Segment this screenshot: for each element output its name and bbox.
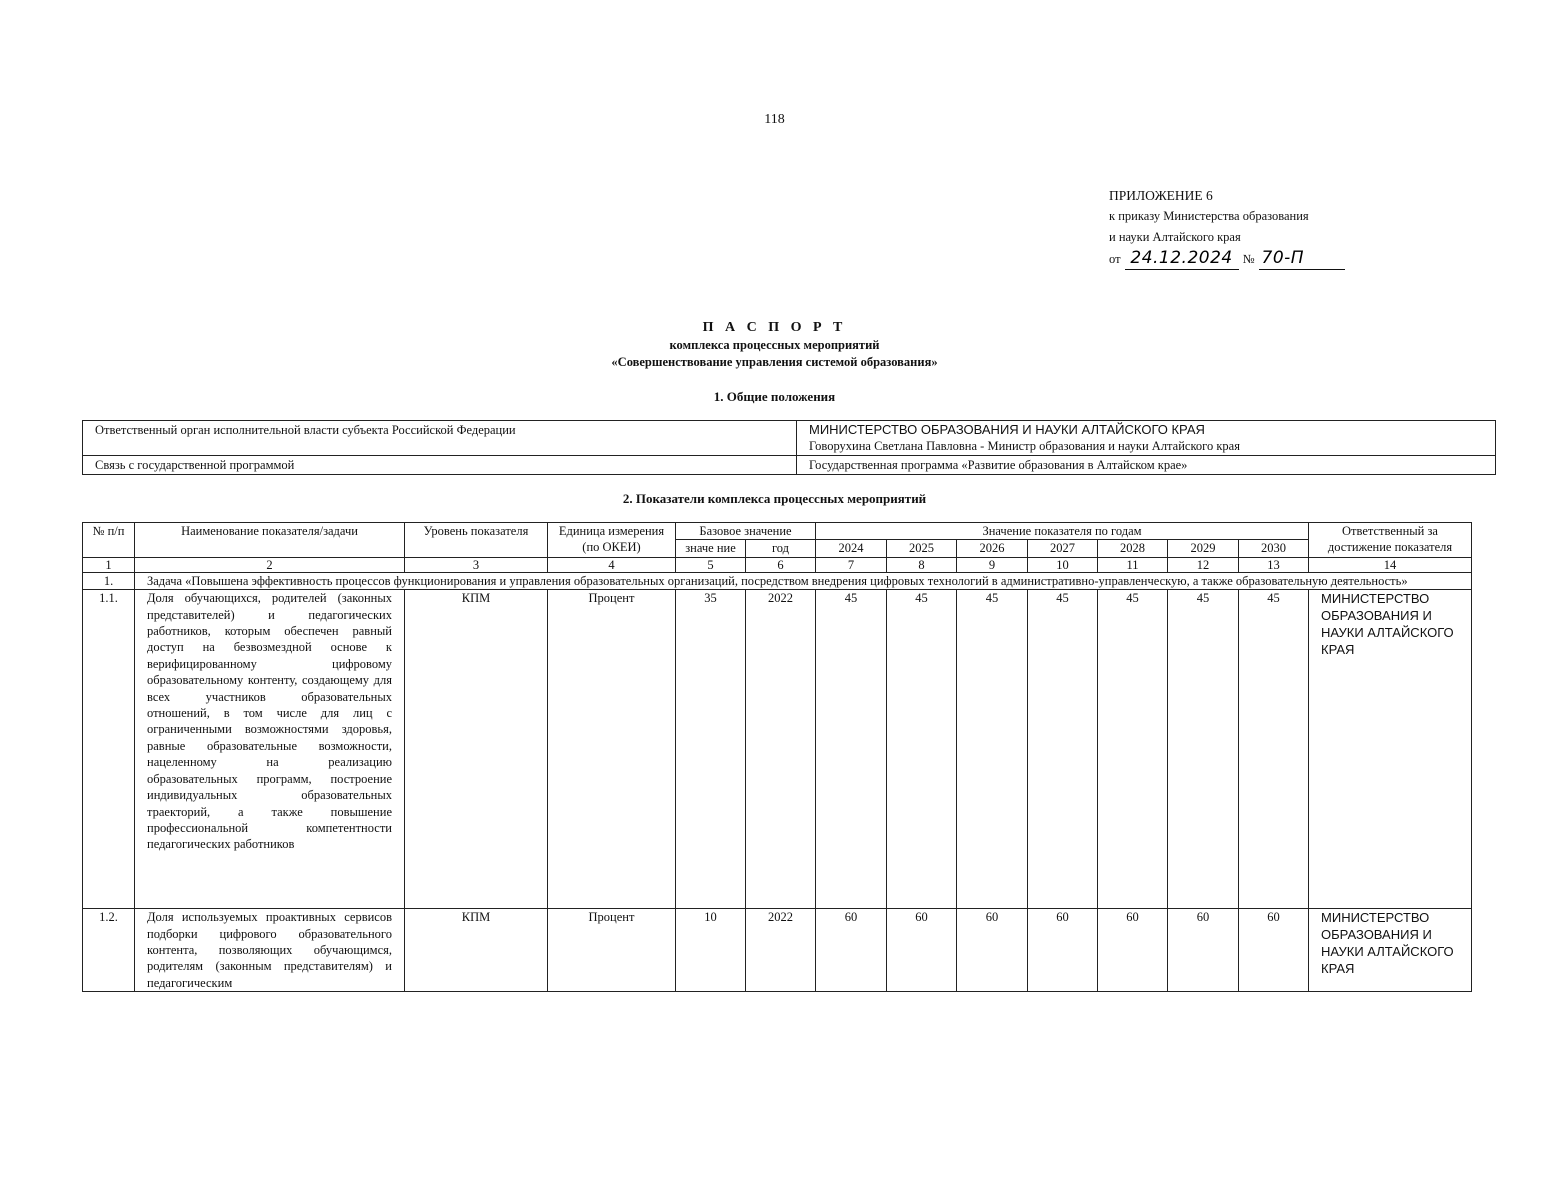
general-provisions-table (82, 420, 1496, 475)
year-value: 60 (1168, 909, 1239, 992)
responsible-cell: МИНИСТЕРСТВО ОБРАЗОВАНИЯ И НАУКИ АЛТАЙСКОГО КРАЯ (1309, 590, 1472, 909)
appendix-block (1109, 185, 1345, 270)
responsible-body: МИНИСТЕРСТВО ОБРАЗОВАНИЯ И НАУКИ АЛТАЙСКОГО КРАЯ (809, 422, 1205, 437)
general-label-cell: Связь с государственной программой (83, 456, 797, 475)
header-year: 2027 (1028, 540, 1098, 557)
number-prefix: № (1242, 252, 1255, 266)
column-number: 14 (1309, 557, 1472, 572)
task-text: Задача «Повышена эффективность процессов функционирования и управления образовательных организаций, посредством внедрения цифровых технологий в административно-управленческую, а также образовательную деятельность» (135, 572, 1472, 589)
column-number: 8 (887, 557, 957, 572)
column-number: 3 (405, 557, 548, 572)
appendix-line-1: к приказу Министерства образования (1109, 209, 1309, 223)
header-year: 2029 (1168, 540, 1239, 557)
base-year: 2022 (746, 909, 816, 992)
year-value: 45 (1168, 590, 1239, 909)
document-title: П А С П О Р Т (702, 320, 847, 335)
year-value: 60 (1239, 909, 1309, 992)
general-label-cell: Ответственный орган исполнительной власти субъекта Российской Федерации (83, 421, 797, 456)
header-responsible: Ответственный за достижение показателя (1309, 523, 1472, 558)
document-subtitle-1: комплекса процессных мероприятий (669, 338, 880, 352)
year-value: 60 (816, 909, 887, 992)
section-2-heading: 2. Показатели комплекса процессных мероприятий (622, 491, 927, 506)
indicator-name: Доля используемых проактивных сервисов подборки цифрового образовательного контента, позволяющих обучающимся, родителям (законным представителям) и педагогическим (135, 909, 405, 992)
column-number: 12 (1168, 557, 1239, 572)
header-num: № п/п (83, 523, 135, 558)
base-value: 10 (676, 909, 746, 992)
indicators-table (82, 522, 1472, 992)
appendix-title: ПРИЛОЖЕНИЕ 6 (1109, 188, 1213, 203)
header-year: 2025 (887, 540, 957, 557)
indicator-unit: Процент (548, 909, 676, 992)
row-num: 1.1. (83, 590, 135, 909)
handwritten-number: 70-П (1259, 248, 1345, 270)
column-number: 4 (548, 557, 676, 572)
column-number: 6 (746, 557, 816, 572)
year-value: 45 (816, 590, 887, 909)
year-value: 60 (1098, 909, 1168, 992)
general-value-cell (797, 421, 1496, 456)
column-number: 11 (1098, 557, 1168, 572)
general-value-cell: Государственная программа «Развитие образования в Алтайском крае» (797, 456, 1496, 475)
order-date-number-line (1109, 248, 1345, 270)
indicator-level: КПМ (405, 909, 548, 992)
base-value: 35 (676, 590, 746, 909)
year-value: 45 (1098, 590, 1168, 909)
table-row (83, 909, 1472, 992)
base-year: 2022 (746, 590, 816, 909)
document-subtitle-2: «Совершенствование управления системой образования» (611, 355, 938, 369)
column-number: 10 (1028, 557, 1098, 572)
header-base: Базовое значение (676, 523, 816, 540)
column-number: 2 (135, 557, 405, 572)
column-numbers-row (83, 557, 1472, 572)
date-prefix: от (1109, 252, 1121, 266)
year-value: 45 (1028, 590, 1098, 909)
row-num: 1.2. (83, 909, 135, 992)
year-value: 60 (957, 909, 1028, 992)
table-row (83, 421, 1496, 456)
header-year: 2028 (1098, 540, 1168, 557)
responsible-cell: МИНИСТЕРСТВО ОБРАЗОВАНИЯ И НАУКИ АЛТАЙСКОГО КРАЯ (1309, 909, 1472, 992)
column-number: 9 (957, 557, 1028, 572)
indicator-unit: Процент (548, 590, 676, 909)
table-row (83, 590, 1472, 909)
year-value: 60 (887, 909, 957, 992)
header-name: Наименование показателя/задачи (135, 523, 405, 558)
year-value: 45 (957, 590, 1028, 909)
page-number: 118 (764, 112, 785, 127)
year-value: 45 (1239, 590, 1309, 909)
task-num: 1. (83, 572, 135, 589)
indicator-level: КПМ (405, 590, 548, 909)
header-year: 2030 (1239, 540, 1309, 557)
responsible-person: Говорухина Светлана Павловна - Министр образования и науки Алтайского края (809, 439, 1240, 453)
year-value: 60 (1028, 909, 1098, 992)
indicator-name: Доля обучающихся, родителей (законных представителей) и педагогических работников, которым обеспечен равный доступ на безвозмездной основе к верифицированному цифровому образовательному контенту, создающему для всех участников образовательных отношений, в том числе для лиц с ограниченными возможностями здоровья, равные образовательные возможности, нацеленному на реализацию образовательных программ, построение индивидуальных образовательных траекторий, а также повышение профессиональной компетентности педагогических работников (135, 590, 405, 909)
header-row (83, 523, 1472, 540)
handwritten-date: 24.12.2024 (1125, 248, 1239, 270)
header-base-value: значе ние (676, 540, 746, 557)
year-value: 45 (887, 590, 957, 909)
header-level: Уровень показателя (405, 523, 548, 558)
appendix-line-2: и науки Алтайского края (1109, 230, 1241, 244)
header-year: 2024 (816, 540, 887, 557)
header-year: 2026 (957, 540, 1028, 557)
task-row (83, 572, 1472, 589)
header-unit: Единица измерения (по ОКЕИ) (548, 523, 676, 558)
table-row (83, 456, 1496, 475)
column-number: 1 (83, 557, 135, 572)
column-number: 5 (676, 557, 746, 572)
column-number: 13 (1239, 557, 1309, 572)
column-number: 7 (816, 557, 887, 572)
header-years-group: Значение показателя по годам (816, 523, 1309, 540)
section-1-heading: 1. Общие положения (713, 389, 836, 404)
header-base-year: год (746, 540, 816, 557)
